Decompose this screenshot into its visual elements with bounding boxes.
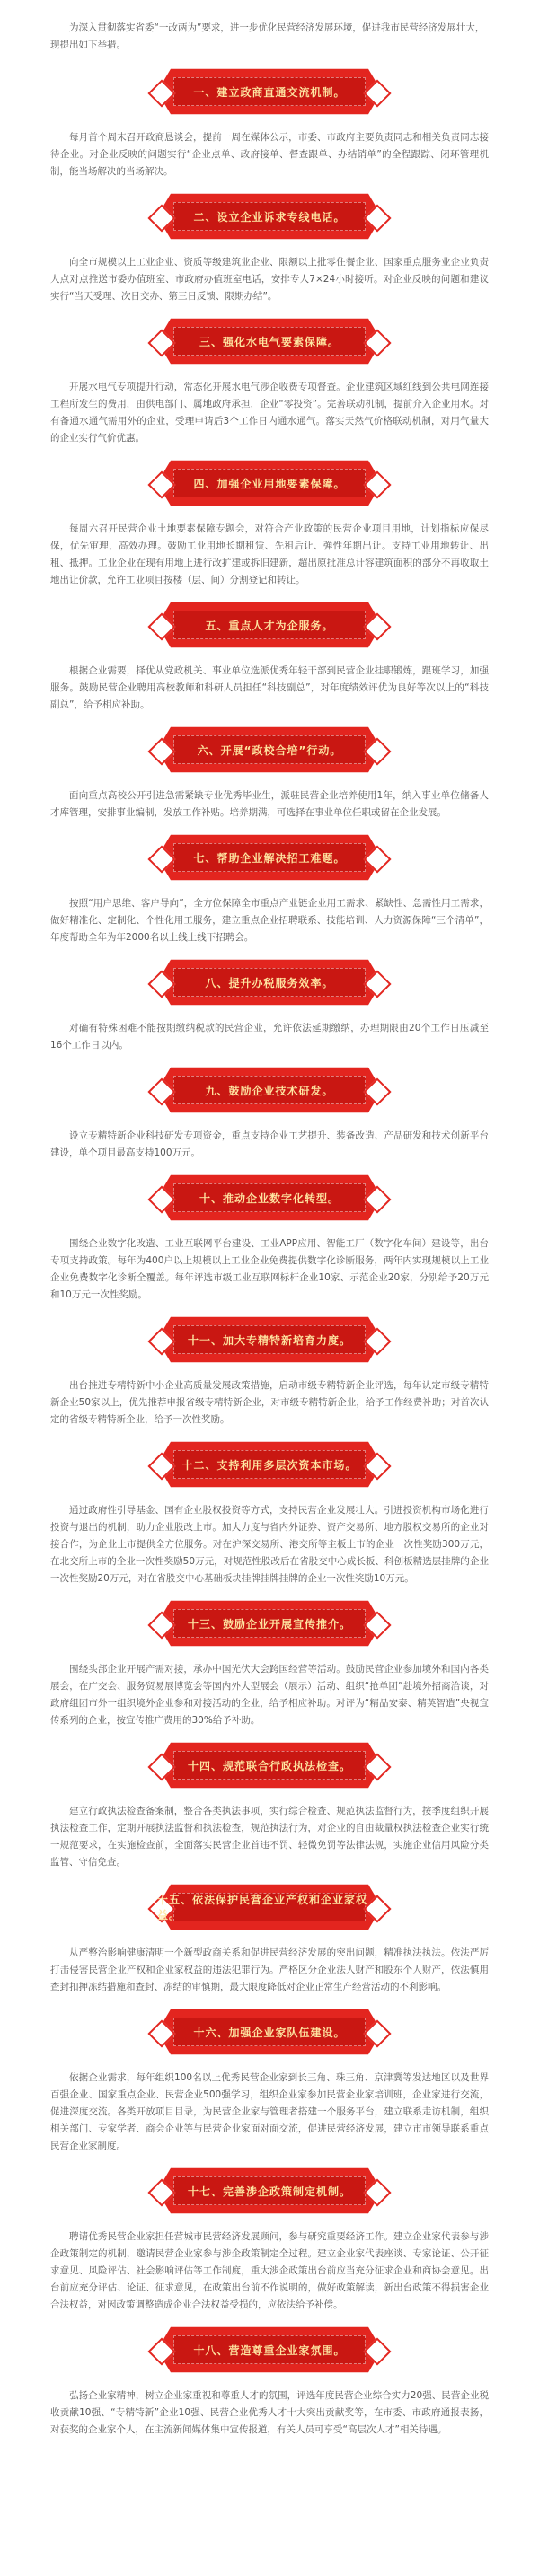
section-banner (157, 189, 382, 243)
section-title: 六、开展“政校合培”行动。 (197, 743, 342, 757)
section-banner (157, 1313, 382, 1367)
section-7 (0, 831, 539, 946)
section-banner (157, 2005, 382, 2059)
section-paragraph: 依据企业需求，每年组织100名以上优秀民营企业家到长三角、珠三角、京津冀等发达地区以及世界百强企业、国家重点企业、民营企业500强学习，组织企业家参加民营企业家培训班，企业家进行交流，促进深度交流。各类开放项目目录，为民营企业家与管理者搭建一个服务平台，建立联系走访机制，组织相关部门、专家学者、商会企业等与民营企业家面对面交流，促进民营经济发展，建立市市领导联系重点民营企业家制度。 (50, 2072, 489, 2151)
section-14 (0, 1738, 539, 1871)
section-title: 五、重点人才为企服务。 (205, 619, 334, 632)
section-11 (0, 1313, 539, 1429)
section-title: 三、强化水电气要素保障。 (199, 335, 340, 348)
section-title: 十、推动企业数字化转型。 (199, 1191, 340, 1205)
section-banner (157, 2323, 382, 2377)
section-2 (0, 189, 539, 305)
section-title: 十七、完善涉企政策制定机制。 (187, 2185, 351, 2198)
section-paragraph: 每月首个周末召开政商恳谈会，提前一周在媒体公示，市委、市政府主要负责同志和相关负责同志接待企业。对企业反映的问题实行“企业点单、政府接单、督查跟单、办结销单”的全程跟踪、闭环管理机制，能当场解决的当场解决。 (50, 132, 489, 177)
section-banner (157, 723, 382, 777)
section-title: 二、设立企业诉求专线电话。 (193, 210, 346, 224)
section-16 (0, 2005, 539, 2155)
section-paragraph: 围绕企业数字化改造、工业互联网平台建设、工业APP应用、智能工厂（数字化车间）建设等，出台专项支持政策。每年为400户以上规模以上工业企业免费提供数字化诊断服务，两年内实现规模以上工业企业免费数字化诊断全覆盖。每年评选市级工业互联网标杆企业10家、示范企业20家，分别给予20万元和10万元一次性奖励。 (50, 1238, 489, 1300)
section-paragraph: 面向重点高校公开引进急需紧缺专业优秀毕业生，派驻民营企业培养使用1年，纳入事业单位储备人才库管理，安排事业编制，发放工作补贴。培养期满，可选择在事业单位任职或留在企业发展。 (50, 790, 489, 818)
section-4 (0, 456, 539, 589)
section-title: 四、加强企业用地要素保障。 (193, 477, 346, 490)
section-10 (0, 1171, 539, 1304)
section-paragraph: 出台推进专精特新中小企业高质量发展政策措施，启动市级专精特新企业评选，每年认定市级专精特新企业50家以上，优先推荐申报省级专精特新企业，对市级专精特新企业，给予工作经费补助；对首次认定的省级专精特新企业，给予一次性奖励。 (50, 1380, 489, 1425)
sections-container (0, 65, 539, 2439)
section-18 (0, 2323, 539, 2439)
section-9 (0, 1063, 539, 1162)
section-title: 十五、依法保护民营企业产权和企业家权益。 (157, 1894, 368, 1921)
section-banner (157, 1063, 382, 1117)
section-paragraph: 聘请优秀民营企业家担任营城市民营经济发展顾问，参与研究重要经济工作。建立企业家代表参与涉企政策制定的机制，邀请民营企业家参与涉企政策制定全过程。建立企业家代表座谈、专家论证、公开征求意见、风险评估、社会影响评估等工作制度，重大涉企政策出台前应当充分征求企业和商协会意见。出台前应充分评估、论证、征求意见，在政策出台前不作说明的，做好政策解读，新出台政策不得损害企业合法权益，对因政策调整造成企业合法权益受损的，应依法给予补偿。 (50, 2231, 489, 2310)
section-paragraph: 弘扬企业家精神，树立企业家重视和尊重人才的氛围，评选年度民营企业综合实力20强、民营企业税收贡献10强、“专精特新”企业10强、民营企业优秀人才十大突出贡献奖等，在市委、市政府通报表扬，对获奖的企业家个人，在主流新闻媒体集中宣传报道，有关人员可享受“高层次人才”相关待遇。 (50, 2390, 489, 2435)
section-title: 七、帮助企业解决招工难题。 (193, 851, 346, 865)
section-title: 十三、鼓励企业开展宣传推介。 (187, 1617, 351, 1631)
section-title: 一、建立政商直通交流机制。 (193, 85, 346, 99)
section-title: 九、鼓励企业技术研发。 (205, 1084, 334, 1097)
intro-paragraph: 为深入贯彻落实省委“一改两为”要求，进一步优化民营经济发展环境，促进我市民营经济发展壮大，现提出如下举措。 (50, 22, 485, 50)
section-banner (157, 1880, 382, 1934)
section-title: 十一、加大专精特新培育力度。 (187, 1333, 351, 1347)
section-banner (157, 598, 382, 652)
section-banner (157, 314, 382, 368)
section-banner (157, 456, 382, 510)
section-paragraph: 每周六召开民营企业土地要素保障专题会，对符合产业政策的民营企业项目用地，计划指标应保尽保，优先审理，高效办理。鼓励工业用地长期租赁、先租后让、弹性年期出让。支持工业用地转让、出租、抵押。工业企业在现有用地上进行改扩建或拆旧建新，超出原批准总计容建筑面积的部分不再收取土地出让价款，允许工业项目按楼（层、间）分割登记和转让。 (50, 523, 489, 585)
section-title: 十八、营造尊重企业家氛围。 (193, 2343, 346, 2357)
section-banner (157, 1596, 382, 1650)
section-15 (0, 1880, 539, 1996)
section-13 (0, 1596, 539, 1729)
section-6 (0, 723, 539, 822)
section-paragraph: 对确有特殊困难不能按期缴纳税款的民营企业，允许依法延期缴纳，办理期限由20个工作日压减至16个工作日以内。 (50, 1023, 489, 1051)
section-8 (0, 955, 539, 1054)
section-title: 八、提升办税服务效率。 (205, 976, 334, 989)
section-paragraph: 设立专精特新企业科技研发专项资金，重点支持企业工艺提升、装备改造、产品研发和技术创新平台建设，单个项目最高支持100万元。 (50, 1130, 489, 1158)
section-paragraph: 从严整治影响健康清明一个新型政商关系和促进民营经济发展的突出问题，精准执法执法。依法严厉打击侵害民营企业产权和企业家权益的违法犯罪行为。严格区分企业法人财产和股东个人财产，依法慎用查封扣押冻结措施和查封、冻结的审慎期，最大限度降低对企业正常生产经营活动的不利影响。 (50, 1947, 489, 1992)
section-12 (0, 1437, 539, 1587)
section-1 (0, 65, 539, 180)
section-paragraph: 根据企业需要，择优从党政机关、事业单位选派优秀年轻干部到民营企业挂职锻炼，跟班学习，加强服务。鼓励民营企业聘用高校教师和科研人员担任“科技副总”，对年度绩效评优为良好等次以上的“科技副总”，给予相应补助。 (50, 665, 489, 710)
section-banner (157, 1437, 382, 1491)
section-banner (157, 2164, 382, 2218)
section-banner (157, 65, 382, 119)
section-paragraph: 开展水电气专项提升行动，常态化开展水电气涉企收费专项督查。企业建筑区域红线到公共电网连接工程所发生的费用，由供电部门、属地政府承担，企业“零投资”。完善联动机制，提前介入企业用水。对有备通水通气需用外的企业，受理申请后3个工作日内通水通气。落实天然气价格联动机制，对用气量大的企业实行气价优惠。 (50, 382, 489, 444)
section-banner (157, 1738, 382, 1792)
section-3 (0, 314, 539, 447)
section-banner (157, 955, 382, 1009)
section-paragraph: 按照“用户思维、客户导向”，全方位保障全市重点产业链企业用工需求、紧缺性、急需性用工需求，做好精准化、定制化、个性化用工服务，建立重点企业招聘联系、技能培训、人力资源保障“三个清单”，年度帮助全年为年2000名以上线上线下招聘会。 (50, 898, 489, 943)
section-paragraph: 通过政府性引导基金、国有企业股权投资等方式，支持民营企业发展壮大。引进投资机构市场化进行投资与退出的机制，助力企业股改上市。加大力度与省内外证券、资产交易所、地方股权交易所的企业对接合作，为企业上市提供全方位服务。对在沪深交易所、港交所等主板上市的企业一次性奖励300万元，在北交所上市的企业一次性奖励50万元，对规范性股改后在省股交中心成长板、科创板精选层挂牌的企业一次性奖励20万元，对在省股交中心基础板块挂牌挂牌挂牌的企业一次性奖励10万元。 (50, 1505, 489, 1584)
section-paragraph: 建立行政执法检查备案制，整合各类执法事项，实行综合检查、规范执法监督行为，按季度组织开展执法检查工作，定期开展执法监督和执法检查，规范执法行为，对企业的自由裁量权执法检查企业实行统一规范要求，在实施检查前，全面落实民营企业首违不罚、轻微免罚等法律法规，实施企业信用风险分类监管、守信免查。 (50, 1806, 489, 1868)
section-title: 十二、支持利用多层次资本市场。 (181, 1458, 358, 1472)
section-5 (0, 598, 539, 714)
section-paragraph: 围绕头部企业开展产需对接，承办中国光伏大会跨国经营等活动。鼓励民营企业参加境外和国内各类展会，在广交会、服务贸易展博览会等国内外大型展会（展示）活动、组织“抢单团”赴境外招商洽谈，对政府组团市外一组织境外企业参和对接活动的企业，给予相应补助。对评为“精品安泰、精英智造”央视宣传系列的企业，按宣传推广费用的30%给予补助。 (50, 1664, 489, 1726)
section-title: 十六、加强企业家队伍建设。 (193, 2026, 346, 2039)
section-banner (157, 1171, 382, 1225)
section-banner (157, 831, 382, 884)
section-title: 十四、规范联合行政执法检查。 (187, 1759, 351, 1772)
section-paragraph: 向全市规模以上工业企业、资质等级建筑业企业、限额以上批零住餐企业、国家重点服务业企业负责人点对点推送市委办值班室、市政府办值班室电话，安排专人7×24小时接听。对企业反映的问题和建议实行“当天受理、次日交办、第三日反馈、限期办结”。 (50, 257, 489, 302)
section-17 (0, 2164, 539, 2314)
